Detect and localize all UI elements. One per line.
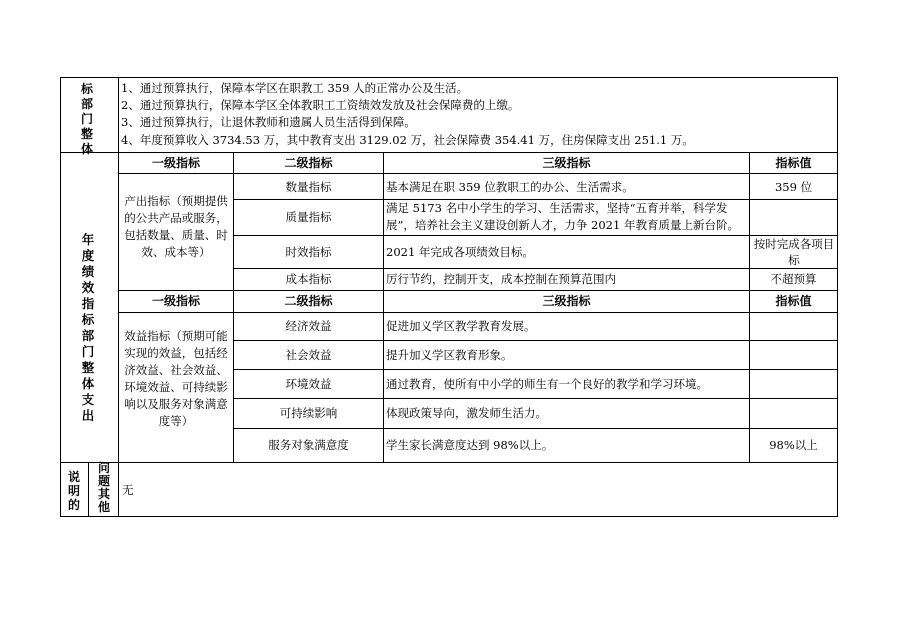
table-border-bottom (60, 516, 838, 517)
row-divider-header2-bottom (118, 312, 838, 313)
goals-side-label: 标部门整体 (80, 82, 93, 156)
indicators-side-label: 年度绩效指标部门整体支出 (81, 232, 95, 423)
header-level1: 一级指标 (151, 156, 200, 170)
output-level3-qty: 基本满足在职 359 位教职工的办公、生活需求。 (386, 180, 634, 194)
goal-item-1: 1、通过预算执行，保障本学区在职教工 359 人的正常办公及生活。 (121, 81, 469, 95)
notes-label-col1: 说明的 (67, 470, 80, 512)
header2-value: 指标值 (775, 294, 812, 308)
header2-level1: 一级指标 (151, 294, 200, 308)
output-level2-quality: 质量指标 (285, 210, 332, 224)
header2-level3: 三级指标 (542, 294, 591, 308)
header2-level2: 二级指标 (284, 294, 333, 308)
output-level2-qty: 数量指标 (285, 180, 332, 194)
benefit-level3-econ: 促进加义学区教学教育发展。 (386, 319, 536, 333)
benefit-value-satisfaction: 98%以上 (769, 438, 818, 452)
output-value-timely: 按时完成各项目标 (753, 237, 835, 267)
goal-item-3: 3、通过预算执行，让退休教师和遗属人员生活得到保障。 (121, 115, 416, 129)
row-divider-indicators-bottom (60, 462, 838, 463)
row-divider-sustain (233, 428, 838, 429)
output-level3-cost: 厉行节约，控制开支，成本控制在预算范围内 (386, 272, 616, 286)
benefit-level2-satisfaction: 服务对象满意度 (268, 438, 349, 452)
benefit-level3-satisfaction: 学生家长满意度达到 98%以上。 (386, 438, 554, 452)
row-divider-social (233, 369, 838, 370)
output-value-cost: 不超预算 (770, 272, 817, 286)
output-value-qty: 359 位 (774, 180, 813, 194)
notes-label-col2: 问题其他 (97, 461, 110, 514)
output-level3-quality: 满足 5173 名中小学生的学习、生活需求，坚持“五育并举，科学发展”，培养社会主义建设创新人才，力争 2021 年教育质量上新台阶。 (386, 201, 739, 232)
table-border-top (60, 77, 838, 78)
goal-item-2: 2、通过预算执行，保障本学区全体教职工工资绩效发放及社会保障费的上缴。 (121, 98, 520, 112)
header-level2: 二级指标 (284, 156, 333, 170)
notes-col-divider (88, 462, 89, 517)
benefit-level3-env: 通过教育，使所有中小学的师生有一个良好的教学和学习环境。 (386, 377, 708, 391)
row-divider-goals-bottom (60, 152, 838, 153)
table-border-right (837, 77, 838, 517)
header-level3: 三级指标 (542, 156, 591, 170)
benefit-level2-econ: 经济效益 (285, 319, 332, 333)
goal-item-4: 4、年度预算收入 3734.53 万，其中教育支出 3129.02 万，社会保障费 354.41 万，住房保障支出 251.1 万。 (121, 133, 694, 147)
row-divider-quality (233, 235, 838, 236)
output-level2-cost: 成本指标 (285, 272, 332, 286)
benefit-level3-sustain: 体现政策导向，激发师生活力。 (386, 406, 547, 420)
notes-value: 无 (122, 483, 134, 497)
benefit-level2-social: 社会效益 (285, 348, 332, 362)
output-level2-timely: 时效指标 (285, 245, 332, 259)
row-divider-env (233, 398, 838, 399)
row-divider-econ (233, 340, 838, 341)
benefit-level2-sustain: 可持续影响 (279, 406, 338, 420)
output-level1-cell: 产出指标（预期提供的公共产品或服务，包括数量、质量、时效、成本等） (124, 194, 228, 259)
table-border-left (60, 77, 61, 517)
benefit-level3-social: 提升加义学区教育形象。 (386, 348, 513, 362)
row-divider-header1-bottom (118, 173, 838, 174)
output-level3-timely: 2021 年完成各项绩效目标。 (386, 245, 534, 259)
benefit-level2-env: 环境效益 (285, 377, 332, 391)
row-divider-timely (233, 268, 838, 269)
header-value: 指标值 (775, 156, 812, 170)
row-divider-cost (118, 290, 838, 291)
benefit-level1-cell: 效益指标（预期可能实现的效益，包括经济效益、社会效益、环境效益、可持续影响以及服务对象满意度等） (124, 329, 228, 428)
